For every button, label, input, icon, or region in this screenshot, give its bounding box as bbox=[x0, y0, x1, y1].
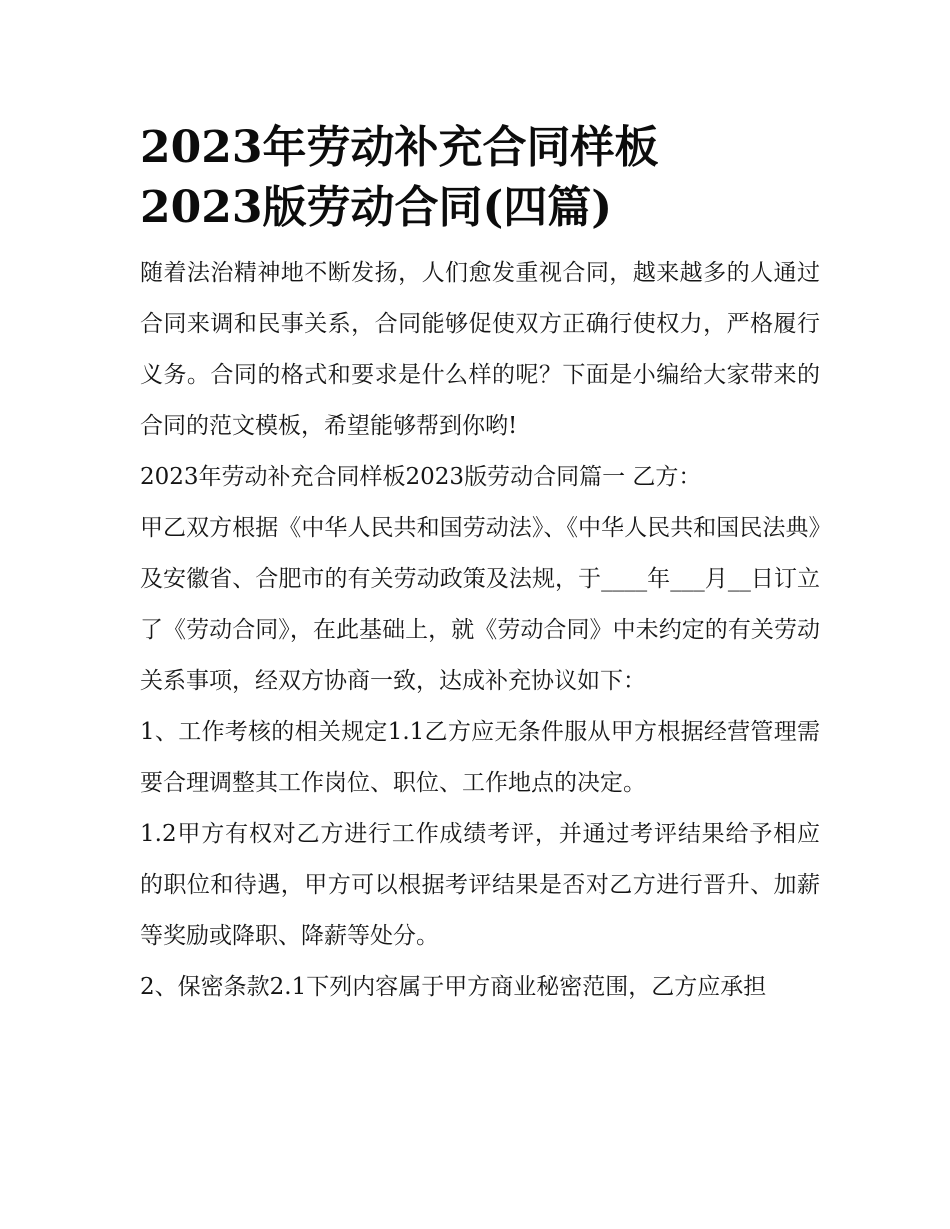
agreement-paragraph: 甲乙双方根据《中华人民共和国劳动法》、《中华人民共和国民法典》及安徽省、合肥市的有关劳动政策及法规，于____年___月__日订立了《劳动合同》，在此基础上，就《劳动合同》中未约定的有关劳动关系事项，经双方协商一致，达成补充协议如下： bbox=[140, 515, 820, 694]
clause-2-paragraph: 2、保密条款2.1下列内容属于甲方商业秘密范围，乙方应承担 bbox=[140, 974, 767, 1000]
document-title bbox=[140, 118, 820, 238]
clause-1-2-paragraph: 1.2甲方有权对乙方进行工作成绩考评，并通过考评结果给予相应的职位和待遇，甲方可以根据考评结果是否对乙方进行晋升、加薪等奖励或降职、降薪等处分。 bbox=[140, 821, 820, 949]
clause-1-paragraph: 1、工作考核的相关规定1.1乙方应无条件服从甲方根据经营管理需要合理调整其工作岗位、职位、工作地点的决定。 bbox=[140, 719, 820, 796]
section-heading-paragraph: 2023年劳动补充合同样板2023版劳动合同篇一 乙方： bbox=[140, 464, 702, 490]
document-body bbox=[140, 248, 820, 1013]
title-line-1: 2023年劳动补充合同样板 bbox=[140, 122, 659, 173]
intro-paragraph: 随着法治精神地不断发扬，人们愈发重视合同，越来越多的人通过合同来调和民事关系，合同能够促使双方正确行使权力，严格履行义务。合同的格式和要求是什么样的呢？下面是小编给大家带来的合同的范文模板，希望能够帮到你哟! bbox=[140, 260, 820, 439]
document-content bbox=[140, 118, 820, 1013]
title-line-2: 2023版劳动合同(四篇) bbox=[140, 182, 613, 233]
